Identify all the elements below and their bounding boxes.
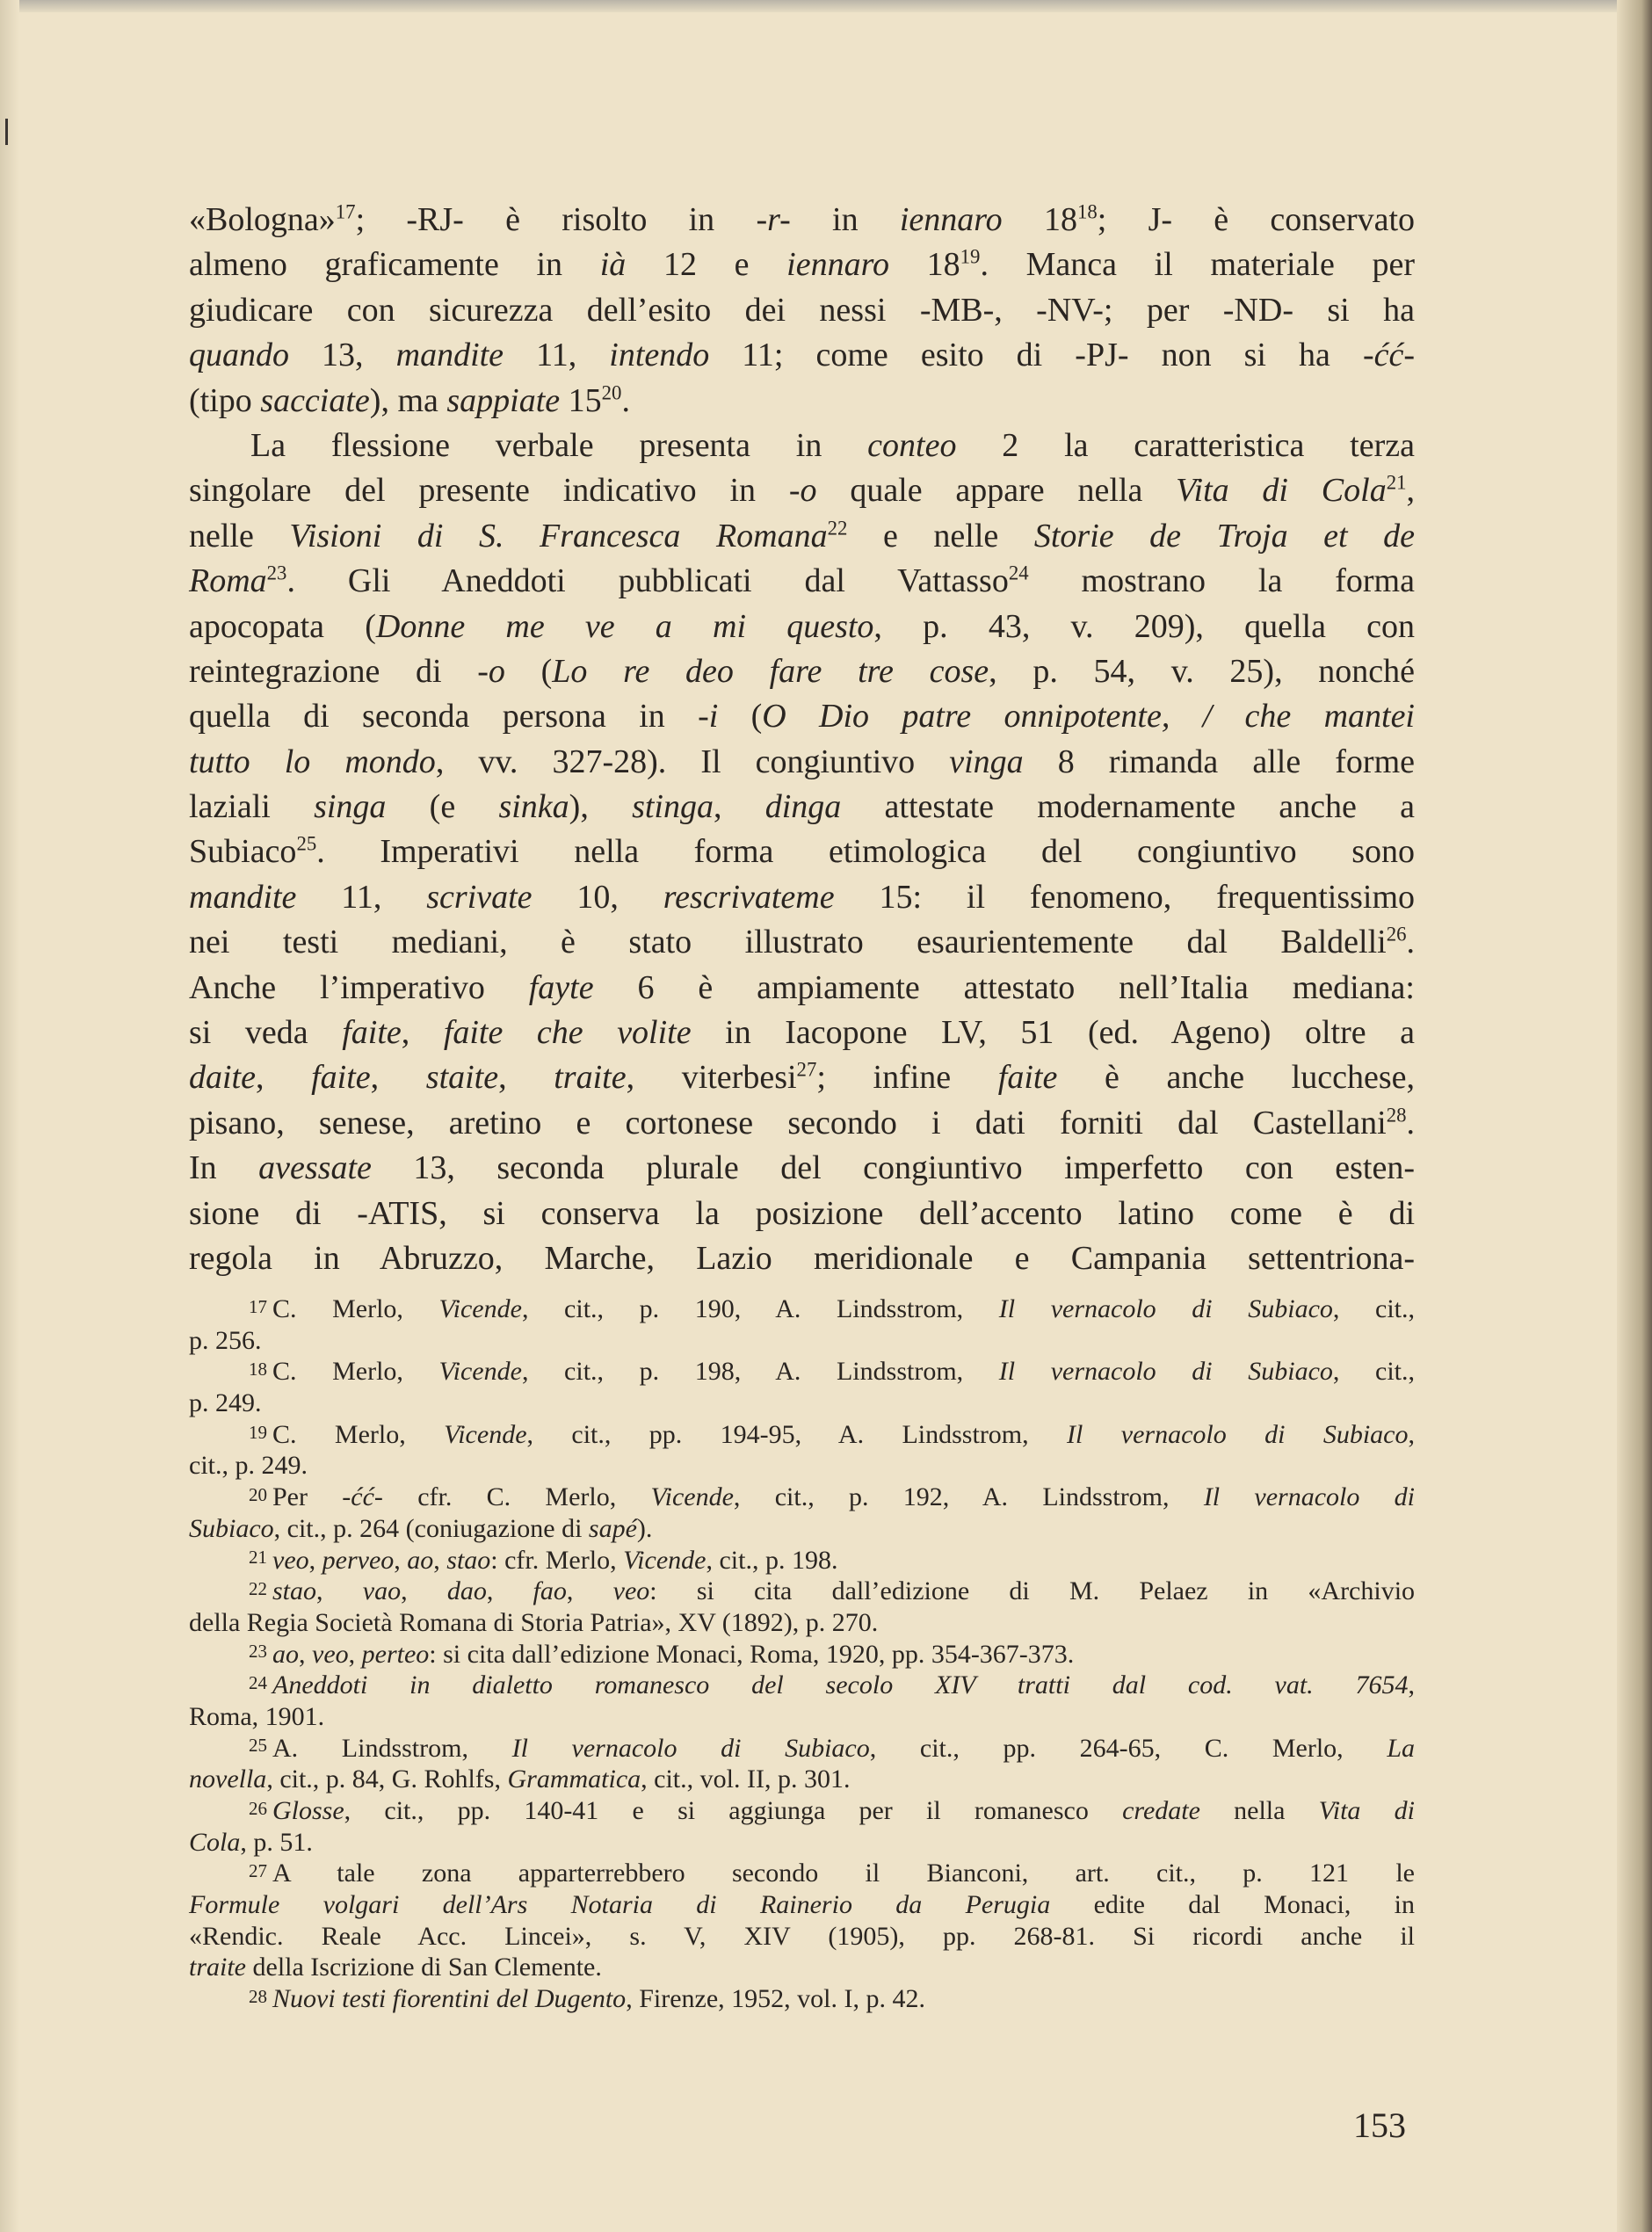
text-run: in Iacopone LV, 51 (ed. Ageno) oltre a (691, 1014, 1416, 1052)
text-run: si veda (189, 1014, 343, 1052)
italic-text: ao (272, 1639, 299, 1669)
italic-text: Vicende (444, 1419, 527, 1449)
text-run: : si cita dall’edizione di M. Pelaez in «Archivio (649, 1576, 1416, 1606)
italic-text: rescrivateme (663, 878, 835, 916)
footnote-reference: 18 (1076, 200, 1098, 223)
text-line (189, 694, 1415, 739)
text-run: A. Lindsstrom, (272, 1733, 512, 1763)
text-run: «Rendic. Reale Acc. Lincei», s. V, XIV (1905), pp. 268-81. Si ricordi anche il (189, 1921, 1415, 1951)
text-run: , (1408, 1670, 1415, 1700)
italic-text: dao (446, 1576, 487, 1606)
footnote-line (189, 1827, 1415, 1859)
text-run: regola in Abruzzo, Marche, Lazio meridionale e Campania settentriona- (189, 1239, 1415, 1277)
italic-text: Vicende (438, 1294, 522, 1323)
body-text (189, 198, 1415, 1281)
footnote-line (189, 1419, 1415, 1451)
italic-text: quando (189, 337, 289, 374)
footnote-line (189, 1858, 1415, 1889)
footnote-line (189, 1294, 1415, 1325)
footnote-line (189, 1764, 1415, 1795)
italic-text: novella (189, 1765, 267, 1794)
text-run: , (713, 788, 765, 826)
italic-text: stinga (632, 788, 714, 826)
text-run: 15: il fenomeno, frequentissimo (834, 878, 1416, 916)
text-run: «Bologna» (189, 201, 336, 238)
italic-text: tutto lo mondo (189, 743, 436, 780)
footnote-reference: 23 (266, 562, 287, 584)
text-run: , (348, 1639, 362, 1669)
italic-text: -r- (756, 201, 791, 238)
text-run: C. Merlo, (272, 1294, 439, 1323)
italic-text: singa (314, 788, 387, 826)
text-run: 13, (289, 337, 396, 374)
scan-edge-left (0, 0, 19, 2232)
text-line (189, 875, 1415, 920)
footnote-line (189, 1701, 1415, 1733)
text-run: ( (718, 698, 763, 736)
text-run: ; infine (816, 1059, 998, 1097)
italic-text: Il vernacolo di Subiaco (998, 1294, 1333, 1323)
text-run: ), (569, 788, 633, 826)
text-run: 13, seconda plurale del congiuntivo imperfetto con esten- (371, 1149, 1415, 1187)
footnote-reference: 24 (249, 1672, 267, 1693)
text-run: , (394, 1545, 408, 1575)
text-run: , (1408, 1419, 1415, 1449)
italic-text: -ćć- (1362, 337, 1416, 374)
text-run: In (189, 1149, 259, 1187)
scan-edge-top (0, 0, 1652, 12)
italic-text: sapé (588, 1513, 637, 1543)
footnote-line (189, 1513, 1415, 1545)
text-run: , (316, 1576, 363, 1606)
italic-text: sacciate (260, 381, 370, 419)
text-run: : si cita dall’edizione Monaci, Roma, 1920, pp. 354-367-373. (429, 1639, 1075, 1669)
text-run: reintegrazione di (189, 652, 478, 690)
footnotes (189, 1294, 1415, 2015)
text-run: . Gli Aneddoti pubblicati dal Vattasso (286, 562, 1009, 600)
italic-text: Vicende (438, 1357, 522, 1387)
text-run: ; -RJ- è risolto in (355, 201, 757, 238)
italic-text: Vicende (650, 1482, 734, 1512)
footnote-reference: 23 (249, 1641, 267, 1663)
text-run: , (299, 1639, 312, 1669)
footnote-line (189, 1639, 1415, 1670)
text-run: , (433, 1545, 447, 1575)
text-run: , (1406, 472, 1415, 510)
italic-text: sappiate (446, 381, 561, 419)
text-run: p. 249. (189, 1388, 262, 1418)
footnote-line (189, 1889, 1415, 1921)
footnote-reference: 18 (249, 1359, 267, 1381)
text-line (189, 785, 1415, 830)
footnote-reference: 21 (1386, 471, 1407, 494)
text-run: , Firenze, 1952, vol. I, p. 42. (626, 1984, 925, 2014)
text-run: 18 (1002, 201, 1077, 238)
text-line (189, 1011, 1415, 1055)
italic-text: Lo re deo fare tre cose (552, 652, 989, 690)
italic-text: Subiaco (189, 1513, 274, 1543)
text-line (189, 198, 1415, 243)
text-run: cit., p. 249. (189, 1451, 308, 1481)
footnote-reference: 28 (249, 1985, 267, 2007)
text-run: , viterbesi (626, 1059, 797, 1097)
text-run: cfr. C. Merlo, (382, 1482, 651, 1512)
text-run: , cit., vol. II, p. 301. (641, 1765, 851, 1794)
text-run: apocopata ( (189, 607, 376, 645)
italic-text: Vicende (623, 1545, 706, 1575)
text-line (189, 243, 1415, 287)
text-run: giudicare con sicurezza dell’esito dei nessi -MB-, -NV-; per -ND- si ha (189, 291, 1415, 329)
text-run: nelle (189, 517, 290, 554)
italic-text: -o (788, 472, 817, 510)
text-run: . (1406, 1104, 1415, 1141)
italic-text: intendo (609, 337, 710, 374)
text-run: , cit., p. 198. (706, 1545, 838, 1575)
text-run: , (401, 1576, 447, 1606)
italic-text: avessate (258, 1149, 372, 1187)
italic-text: iennaro (899, 201, 1003, 238)
footnote-line (189, 1325, 1415, 1357)
text-run: 6 è ampiamente attestato nell’Italia mediana: (593, 968, 1415, 1006)
italic-text: dinga (764, 788, 842, 826)
text-line (189, 333, 1415, 378)
italic-text: ià (599, 246, 627, 284)
italic-text: -o (477, 652, 505, 690)
text-line (189, 1101, 1415, 1146)
text-run: C. Merlo, (272, 1419, 445, 1449)
text-run: , cit., p. 84, G. Rohlfs, (266, 1765, 508, 1794)
italic-text: vinga (949, 743, 1024, 780)
italic-text: traite (554, 1059, 627, 1097)
footnote-reference: 24 (1008, 562, 1029, 584)
text-run: , cit., pp. 140-41 e si aggiunga per il romanesco (344, 1796, 1123, 1825)
italic-text: Donne me ve a mi questo (375, 607, 874, 645)
text-run: , (401, 1014, 444, 1052)
text-run: (tipo (189, 381, 261, 419)
footnote-reference: 22 (249, 1577, 267, 1599)
text-run: , (308, 1545, 322, 1575)
text-run: 18 (888, 246, 960, 284)
page-number: 153 (1353, 2105, 1406, 2145)
text-run: 11; come esito di -PJ- non si ha (709, 337, 1363, 374)
italic-text: Visioni di S. Francesca Romana (289, 517, 828, 554)
text-line (189, 424, 1415, 468)
footnote-line (189, 1482, 1415, 1513)
text-run: Anche l’imperativo (189, 968, 529, 1006)
text-run: 11, (504, 337, 610, 374)
text-run: mostrano la forma (1028, 562, 1415, 600)
text-run: C. Merlo, (272, 1357, 439, 1387)
footnote-reference: 17 (335, 200, 356, 223)
text-run: , cit., pp. 194-95, A. Lindsstrom, (526, 1419, 1068, 1449)
text-line (189, 740, 1415, 785)
footnote-line (189, 1795, 1415, 1827)
text-run: nei testi mediani, è stato illustrato esaurientemente dal Baldelli (189, 924, 1387, 961)
italic-text: veo (312, 1639, 349, 1669)
text-run: ( (504, 652, 553, 690)
footnote-reference: 21 (249, 1547, 267, 1569)
footnote-reference: 19 (249, 1421, 267, 1443)
italic-text: perveo (322, 1545, 395, 1575)
text-run: , vv. 327-28). Il congiuntivo (435, 743, 950, 780)
italic-text: vao (362, 1576, 402, 1606)
italic-text: faite (997, 1059, 1058, 1097)
text-run: edite dal Monaci, in (1050, 1890, 1415, 1920)
text-run: . Imperativi nella forma etimologica del congiuntivo sono (316, 833, 1415, 871)
footnote-line (189, 1607, 1415, 1639)
text-run: Roma, 1901. (189, 1701, 325, 1731)
text-run: 15 (560, 381, 602, 419)
italic-text: Il vernacolo di (1203, 1482, 1416, 1512)
footnote-line (189, 1983, 1415, 2015)
text-run: (e (386, 788, 499, 826)
text-line (189, 920, 1415, 965)
text-run: , (370, 1059, 426, 1097)
italic-text: veo (272, 1545, 309, 1575)
text-run: ; J- è conservato (1097, 201, 1416, 238)
italic-text: Cola (189, 1827, 241, 1857)
text-run: , p. 54, v. 25), nonché (989, 652, 1416, 690)
text-line (189, 966, 1415, 1011)
footnote-line (189, 1576, 1415, 1607)
text-run: nella (1199, 1796, 1319, 1825)
text-run: 8 rimanda alle forme (1023, 743, 1415, 780)
text-run: : cfr. Merlo, (490, 1545, 624, 1575)
text-run: laziali (189, 788, 315, 826)
italic-text: faite (342, 1014, 402, 1052)
text-run: , (498, 1059, 554, 1097)
text-line (189, 605, 1415, 649)
text-run: , cit., p. 264 (coniugazione di (273, 1513, 589, 1543)
footnote-line (189, 1450, 1415, 1482)
italic-text: Aneddoti in dialetto romanesco del secolo XIV tratti dal cod. vat. 7654 (272, 1670, 1409, 1700)
footnote-reference: 27 (796, 1058, 817, 1081)
text-run: , (566, 1576, 613, 1606)
text-run: 10, (532, 878, 663, 916)
italic-text: Vita di (1318, 1796, 1415, 1825)
scan-mark (5, 119, 8, 145)
italic-text: iennaro (786, 246, 889, 284)
italic-text: Vita di Cola (1176, 472, 1387, 510)
text-run: Subiaco (189, 833, 297, 871)
text-run: quale appare nella (816, 472, 1177, 510)
italic-text: Il vernacolo di Subiaco (511, 1733, 870, 1763)
text-run: attestate modernamente anche a (841, 788, 1416, 826)
text-line (189, 288, 1415, 333)
italic-text: mandite (189, 878, 297, 916)
footnote-line (189, 1733, 1415, 1765)
italic-text: Formule volgari dell’Ars Notaria di Rainerio da Perugia (189, 1890, 1051, 1920)
text-run: in (790, 201, 900, 238)
italic-text: staite (425, 1059, 499, 1097)
footnote-line (189, 1388, 1415, 1419)
italic-text: Nuovi testi fiorentini del Dugento (272, 1984, 627, 2014)
italic-text: -ćć- (342, 1482, 383, 1512)
italic-text: traite (189, 1953, 246, 1982)
footnote-reference: 17 (249, 1295, 267, 1317)
text-run: è anche lucchese, (1057, 1059, 1415, 1097)
text-line (189, 379, 1415, 424)
italic-text: veo (612, 1576, 650, 1606)
text-run: singolare del presente indicativo in (189, 472, 789, 510)
text-run: della Regia Società Romana di Storia Patria», XV (1892), p. 270. (189, 1607, 879, 1637)
text-run: della Iscrizione di San Clemente. (246, 1953, 602, 1982)
text-run: ). (636, 1513, 653, 1543)
text-run: . (621, 381, 630, 419)
text-run: , cit., (1332, 1357, 1415, 1387)
text-run: , cit., p. 192, A. Lindsstrom, (733, 1482, 1204, 1512)
text-line (189, 649, 1415, 694)
italic-text: mandite (395, 337, 504, 374)
text-run: 2 la caratteristica terza (956, 426, 1415, 464)
text-run: La flessione verbale presenta in (250, 426, 868, 464)
footnote-reference: 22 (827, 517, 848, 540)
footnote-reference: 25 (296, 832, 317, 855)
text-run: quella di seconda persona in (189, 698, 699, 736)
italic-text: Roma (189, 562, 267, 600)
footnote-reference: 19 (960, 245, 981, 268)
text-run: sione di -ATIS, si conserva la posizione dell’accento latino come è di (189, 1194, 1415, 1232)
text-line (189, 1192, 1415, 1236)
italic-text: Glosse (272, 1796, 344, 1825)
text-run: almeno graficamente in (189, 246, 600, 284)
text-run: 11, (296, 878, 427, 916)
text-run: , cit., p. 190, A. Lindsstrom, (521, 1294, 999, 1323)
footnote-line (189, 1952, 1415, 1983)
italic-text: fayte (528, 968, 594, 1006)
italic-text: sinka (498, 788, 569, 826)
footnote-reference: 26 (249, 1797, 267, 1819)
text-run: ), ma (369, 381, 447, 419)
italic-text: faite (311, 1059, 371, 1097)
text-line (189, 830, 1415, 874)
text-run: , (486, 1576, 533, 1606)
italic-text: conteo (867, 426, 957, 464)
footnote-line (189, 1921, 1415, 1953)
text-run: pisano, senese, aretino e cortonese secondo i dati forniti dal Castellani (189, 1104, 1387, 1141)
footnote-line (189, 1356, 1415, 1388)
footnote-line (189, 1545, 1415, 1576)
footnote-reference: 27 (249, 1860, 267, 1882)
text-line (189, 1146, 1415, 1191)
italic-text: stao (272, 1576, 317, 1606)
italic-text: Grammatica (507, 1765, 641, 1794)
text-run: Per (272, 1482, 343, 1512)
italic-text: scrivate (426, 878, 533, 916)
italic-text: daite (189, 1059, 256, 1097)
text-run: , (255, 1059, 312, 1097)
italic-text: faite che volite (443, 1014, 692, 1052)
italic-text: La (1387, 1733, 1415, 1763)
footnote-reference: 20 (601, 380, 622, 403)
text-run: , p. 43, v. 209), quella con (873, 607, 1415, 645)
italic-text: stao (446, 1545, 491, 1575)
italic-text: Storie de Troja et de (1033, 517, 1415, 554)
footnote-line (189, 1670, 1415, 1701)
italic-text: -i (698, 698, 719, 736)
italic-text: O Dio patre onnipotente, / che mantei (762, 698, 1415, 736)
text-run: , cit., pp. 264-65, C. Merlo, (869, 1733, 1388, 1763)
text-run: . Manca il materiale per (980, 246, 1416, 284)
text-line (189, 1236, 1415, 1281)
text-line (189, 1055, 1415, 1100)
text-run: . (1406, 924, 1415, 961)
italic-text: Il vernacolo di Subiaco (998, 1357, 1333, 1387)
text-line (189, 514, 1415, 559)
footnote-reference: 20 (249, 1483, 267, 1505)
text-run: , p. 51. (240, 1827, 313, 1857)
text-run: A tale zona apparterrebbero secondo il Bianconi, art. cit., p. 121 le (272, 1859, 1415, 1888)
footnote-reference: 26 (1386, 923, 1407, 946)
text-run: 12 e (626, 246, 787, 284)
italic-text: perteo (361, 1639, 430, 1669)
text-run: e nelle (847, 517, 1034, 554)
footnote-reference: 28 (1386, 1104, 1407, 1127)
text-run: , cit., (1332, 1294, 1415, 1323)
book-spine-shadow (1617, 0, 1652, 2232)
text-line (189, 468, 1415, 513)
footnote-reference: 25 (249, 1735, 267, 1757)
text-line (189, 559, 1415, 604)
italic-text: ao (407, 1545, 434, 1575)
italic-text: Il vernacolo di Subiaco (1067, 1419, 1409, 1449)
text-run: , cit., p. 198, A. Lindsstrom, (521, 1357, 999, 1387)
italic-text: fao (533, 1576, 567, 1606)
text-run: p. 256. (189, 1325, 262, 1355)
italic-text: credate (1122, 1796, 1200, 1825)
